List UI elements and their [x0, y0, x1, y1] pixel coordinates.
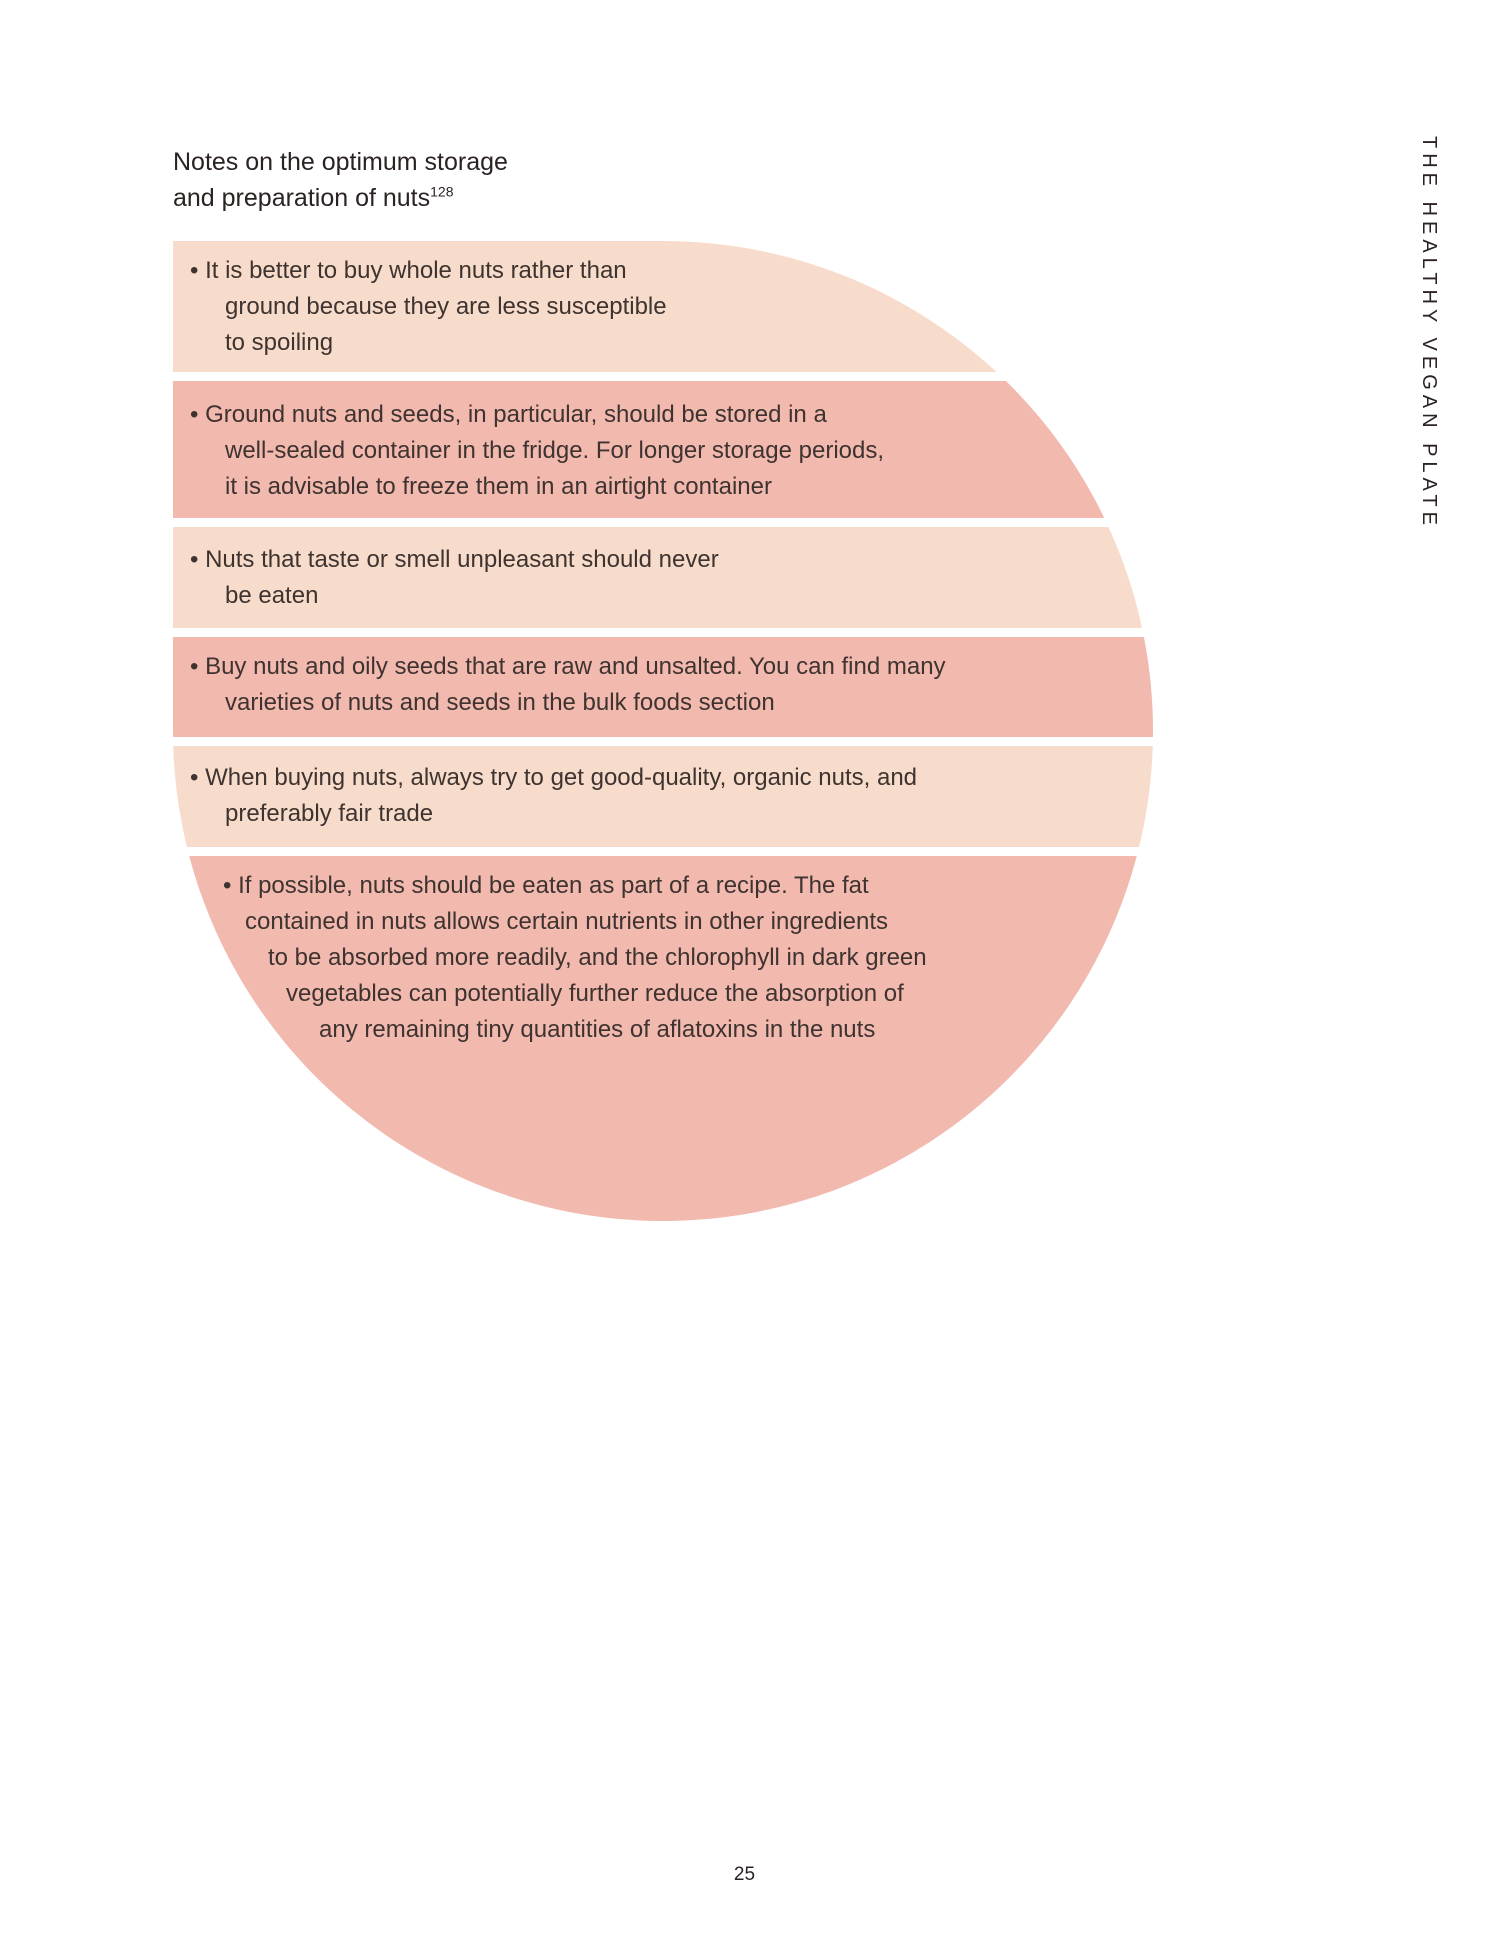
page-number: 25 — [733, 1864, 756, 1885]
note-6-line-5: any remaining tiny quantities of aflatoxins in the nuts — [319, 1016, 876, 1043]
note-2-line-1: • Ground nuts and seeds, in particular, should be stored in a — [190, 401, 827, 428]
note-3-line-2: be eaten — [225, 582, 319, 609]
note-6-line-2: contained in nuts allows certain nutrients in other ingredients — [245, 908, 889, 935]
note-band-5 — [173, 746, 1153, 847]
note-band-1 — [173, 241, 1153, 372]
note-2-line-3: it is advisable to freeze them in an airtight container — [225, 473, 772, 500]
note-5-line-2: preferably fair trade — [225, 800, 434, 827]
note-1-line-1: • It is better to buy whole nuts rather than — [190, 257, 627, 284]
note-band-2 — [173, 381, 1153, 518]
footnote-reference: 128 — [430, 183, 454, 200]
note-4-line-2: varieties of nuts and seeds in the bulk foods section — [225, 689, 775, 716]
heading-line-1: Notes on the optimum storage — [173, 148, 508, 176]
note-6-line-1: • If possible, nuts should be eaten as part of a recipe. The fat — [223, 872, 869, 899]
note-6 — [223, 868, 927, 1048]
note-5 — [190, 760, 917, 832]
running-head: THE HEALTHY VEGAN PLATE — [1418, 136, 1440, 530]
section-heading — [173, 144, 508, 216]
note-band-3 — [173, 527, 1153, 628]
note-6-line-4: vegetables can potentially further reduce the absorption of — [286, 980, 904, 1007]
note-1-line-3: to spoiling — [225, 329, 334, 356]
note-2 — [190, 397, 884, 505]
note-3-line-1: • Nuts that taste or smell unpleasant should never — [190, 546, 719, 573]
note-5-line-1: • When buying nuts, always try to get good-quality, organic nuts, and — [190, 764, 918, 791]
note-1 — [190, 253, 667, 361]
note-1-line-2: ground because they are less susceptible — [225, 293, 667, 320]
note-3 — [190, 542, 719, 614]
note-4-line-1: • Buy nuts and oily seeds that are raw and unsalted. You can find many — [190, 653, 946, 680]
note-band-6 — [173, 856, 1153, 1221]
notes-circle-graphic — [173, 241, 1153, 1221]
note-2-line-2: well-sealed container in the fridge. For longer storage periods, — [225, 437, 885, 464]
note-band-4 — [173, 637, 1153, 737]
note-4 — [190, 649, 946, 721]
note-6-line-3: to be absorbed more readily, and the chlorophyll in dark green — [268, 944, 927, 971]
heading-line-2: and preparation of nuts — [173, 184, 431, 212]
